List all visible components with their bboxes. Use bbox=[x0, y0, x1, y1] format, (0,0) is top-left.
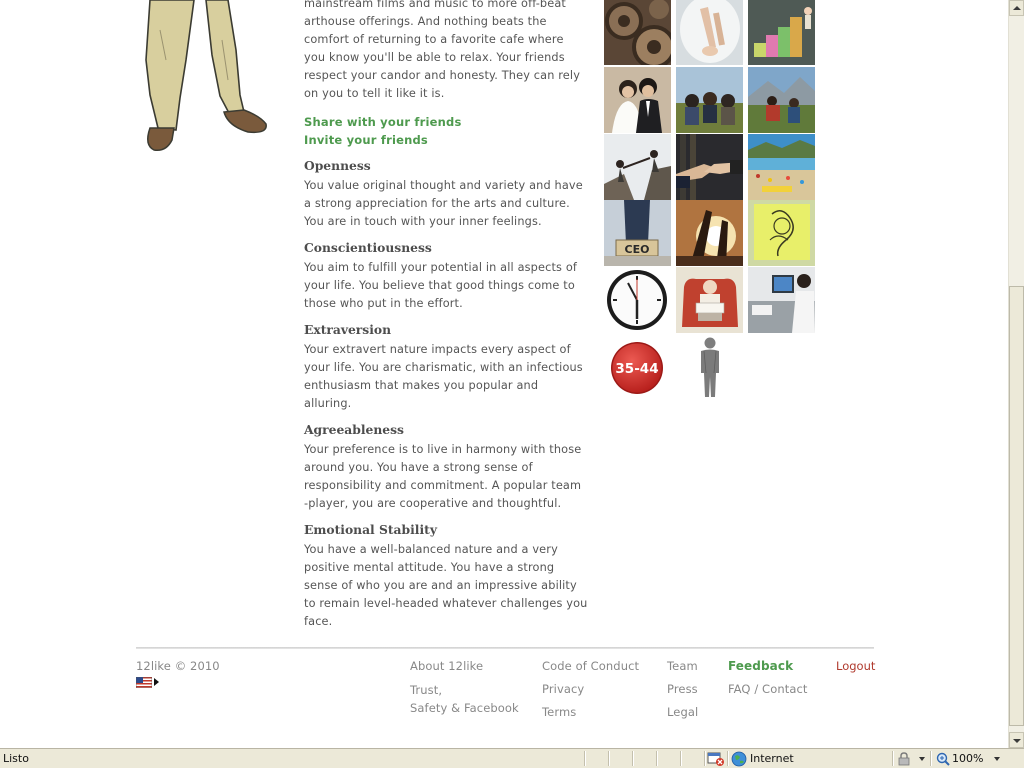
age-range-label: 35-44 bbox=[615, 361, 659, 377]
trait-text: You have a well-balanced nature and a very positive mental attitude. You have a strong sense of who you are and an impressive ability to remain level-headed whatever challenges you face. bbox=[304, 543, 588, 628]
status-divider bbox=[608, 751, 609, 766]
share-with-friends-link[interactable]: Share with your friends bbox=[304, 115, 462, 129]
protected-mode-icon[interactable] bbox=[898, 752, 914, 766]
faq-contact-link[interactable]: FAQ / Contact bbox=[728, 682, 808, 696]
trait-emotional-stability bbox=[304, 522, 588, 631]
photo-tile-friends-outdoors[interactable] bbox=[676, 67, 743, 133]
us-flag-icon[interactable] bbox=[136, 677, 152, 688]
privacy-link[interactable]: Privacy bbox=[542, 682, 585, 696]
logout-link[interactable]: Logout bbox=[836, 659, 876, 673]
press-link[interactable]: Press bbox=[667, 682, 698, 696]
trait-title: Agreeableness bbox=[304, 422, 404, 437]
photo-tile-armchair-reader[interactable] bbox=[676, 267, 743, 333]
trust-line: Trust, bbox=[410, 683, 443, 697]
legal-link[interactable]: Legal bbox=[667, 705, 699, 719]
copyright-text: 12like © 2010 bbox=[136, 659, 220, 673]
footer-column-support bbox=[728, 655, 808, 701]
photo-tile-chart-figurine[interactable] bbox=[748, 0, 815, 65]
chevron-down-icon bbox=[1013, 739, 1021, 743]
status-divider bbox=[584, 751, 585, 766]
language-dropdown-arrow-icon[interactable] bbox=[154, 678, 159, 686]
trait-text: You value original thought and variety and have a strong appreciation for the arts and culture. You are in touch with your inner feelings. bbox=[304, 179, 583, 228]
trait-openness bbox=[304, 158, 588, 231]
trust-safety-link[interactable] bbox=[410, 678, 519, 717]
trait-extraversion bbox=[304, 322, 588, 413]
feedback-link[interactable]: Feedback bbox=[728, 659, 794, 673]
status-divider bbox=[727, 751, 728, 766]
status-divider bbox=[704, 751, 705, 766]
photo-tile-gears[interactable] bbox=[604, 0, 671, 65]
photo-tile-beach-crowd[interactable] bbox=[748, 134, 815, 200]
status-divider bbox=[892, 751, 893, 766]
safety-facebook-line: Safety & Facebook bbox=[410, 701, 519, 715]
chevron-up-icon bbox=[1013, 6, 1021, 10]
trait-title: Conscientiousness bbox=[304, 240, 432, 255]
photo-tile-hikers-lake[interactable] bbox=[748, 67, 815, 133]
trait-text: You aim to fulfill your potential in all aspects of your life. You believe that good things come to those who put in the effort. bbox=[304, 261, 578, 310]
status-divider bbox=[632, 751, 633, 766]
footer-divider bbox=[136, 647, 874, 649]
photo-tile-ceo-sign[interactable] bbox=[604, 200, 671, 266]
team-link[interactable]: Team bbox=[667, 659, 698, 673]
chevron-down-icon[interactable] bbox=[919, 757, 925, 761]
character-illustration bbox=[136, 0, 276, 155]
trait-text: Your extravert nature impacts every aspect of your life. You are charismatic, with an infectious enthusiasm that makes you popular and alluring. bbox=[304, 343, 583, 410]
interest-photo-grid bbox=[604, 0, 816, 335]
about-link[interactable]: About 12like bbox=[410, 659, 484, 673]
photo-tile-sunset-hands[interactable] bbox=[676, 200, 743, 266]
age-range-badge bbox=[610, 341, 664, 395]
trait-title: Extraversion bbox=[304, 322, 392, 337]
photo-tile-bathtub-feet[interactable] bbox=[676, 0, 743, 65]
photo-tile-helping-hand-climb[interactable] bbox=[604, 134, 671, 200]
photo-tile-handshake[interactable] bbox=[676, 134, 743, 200]
popup-blocked-icon[interactable] bbox=[707, 752, 725, 766]
trait-title: Openness bbox=[304, 158, 371, 173]
footer-column-about bbox=[410, 655, 519, 717]
photo-tile-wall-clock[interactable] bbox=[604, 267, 671, 333]
scroll-down-button[interactable] bbox=[1009, 732, 1024, 748]
scroll-up-button[interactable] bbox=[1009, 0, 1024, 16]
share-links bbox=[304, 113, 588, 149]
status-divider bbox=[930, 751, 931, 766]
browser-status-bar bbox=[0, 748, 1024, 768]
intro-paragraph: mainstream films and music to more off-beat arthouse offerings. And nothing beats the comfort of returning to a favorite cafe where you know you'll be able to relax. Your friends respect your candor and honesty. They can rely on you to tell it like it is. bbox=[304, 0, 581, 100]
profile-description bbox=[304, 0, 588, 631]
footer-column-policies bbox=[542, 655, 639, 724]
zoom-magnifier-icon[interactable] bbox=[936, 752, 950, 766]
photo-tile-sticky-note-sketch[interactable] bbox=[748, 200, 815, 266]
code-of-conduct-link[interactable]: Code of Conduct bbox=[542, 659, 640, 673]
terms-link[interactable]: Terms bbox=[542, 705, 577, 719]
status-text: Listo bbox=[3, 752, 29, 765]
male-figure-icon bbox=[698, 337, 722, 399]
invite-friends-link[interactable]: Invite your friends bbox=[304, 133, 428, 147]
status-divider bbox=[656, 751, 657, 766]
footer-column-company bbox=[667, 655, 698, 724]
internet-zone-globe-icon bbox=[731, 751, 747, 767]
photo-tile-office-desk[interactable] bbox=[748, 267, 815, 333]
vertical-scrollbar[interactable] bbox=[1008, 0, 1024, 748]
trait-agreeableness bbox=[304, 422, 588, 513]
zoom-level[interactable]: 100% bbox=[952, 752, 984, 765]
security-zone-label: Internet bbox=[750, 752, 794, 765]
trait-text: Your preference is to live in harmony with those around you. You have a strong sense of responsibility and commitment. A popular team -player, you are cooperative and thoughtful. bbox=[304, 443, 582, 510]
trait-conscientiousness bbox=[304, 240, 588, 313]
trait-title: Emotional Stability bbox=[304, 522, 437, 537]
zoom-dropdown-arrow-icon[interactable] bbox=[994, 757, 1000, 761]
scrollbar-thumb[interactable] bbox=[1009, 286, 1024, 726]
ceo-caption: CEO bbox=[624, 243, 650, 256]
status-divider bbox=[680, 751, 681, 766]
photo-tile-wedding-couple[interactable] bbox=[604, 67, 671, 133]
